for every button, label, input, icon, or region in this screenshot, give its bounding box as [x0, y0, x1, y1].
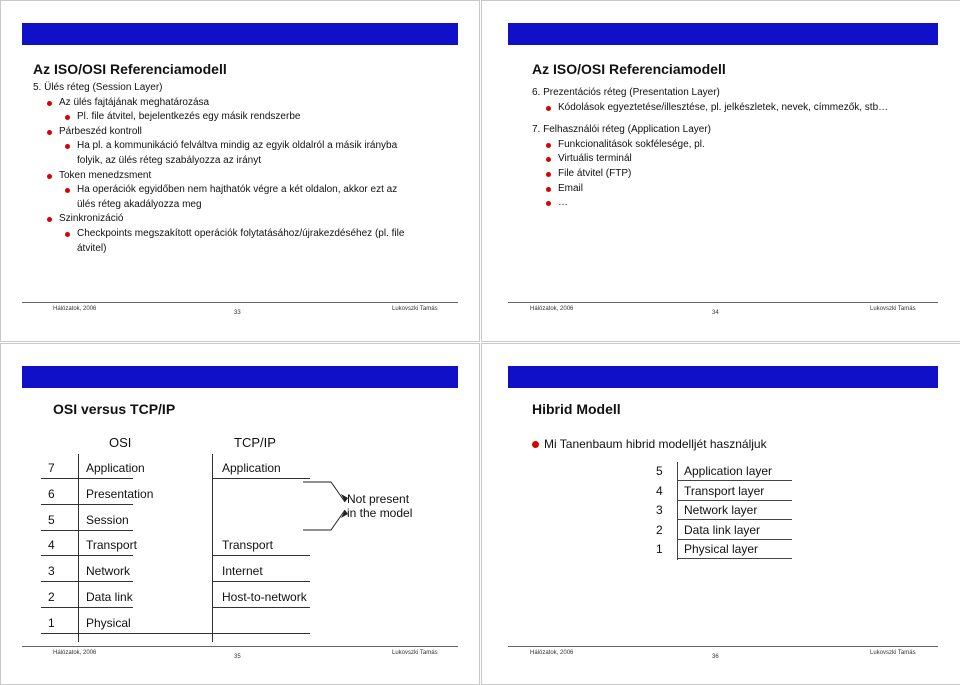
- page-number: 33: [234, 310, 241, 316]
- list-item-text: ülés réteg akadályozza meg: [77, 198, 202, 210]
- not-present-arrow: [301, 480, 351, 540]
- list-item-text: Virtuális terminál: [558, 153, 632, 165]
- row-divider: [212, 478, 310, 479]
- list-item: [33, 139, 453, 154]
- slide-34: [481, 0, 960, 342]
- hybrid-layer-number: 5: [656, 464, 663, 478]
- list-item: [532, 152, 942, 167]
- list-item-text: átvitel): [77, 242, 107, 254]
- list-item: [33, 227, 453, 242]
- list-item-text: Kódolások egyeztetése/illesztése, pl. jelkészletek, nevek, címmezők, stb…: [558, 101, 889, 113]
- list-item-text: Ha operációk egyidőben nem hajthatók végre a két oldalon, akkor ezt az: [77, 184, 398, 196]
- list-item: [33, 81, 453, 96]
- page-number: 35: [234, 654, 241, 660]
- slide-title: Az ISO/OSI Referenciamodell: [532, 61, 726, 77]
- slide-header-bar: [508, 23, 938, 45]
- column-divider: [677, 462, 678, 560]
- osi-layer-number: 3: [48, 564, 55, 579]
- list-item: [33, 154, 453, 169]
- bullet-icon: [546, 187, 551, 192]
- osi-layer-name: Network: [86, 564, 131, 579]
- list-item-text: Az ülés fajtájának meghatározása: [59, 96, 210, 108]
- list-item-text: folyik, az ülés réteg szabályozza az irányt: [77, 154, 261, 166]
- slide-33: [0, 0, 480, 342]
- list-item: [532, 182, 942, 197]
- list-item: [33, 169, 453, 184]
- slide-36: [481, 343, 960, 685]
- row-divider: [41, 504, 133, 505]
- not-present-line1: Not present: [347, 492, 410, 506]
- row-divider: [677, 500, 792, 501]
- osi-tcpip-diagram: [1, 344, 479, 684]
- bullet-icon: [546, 106, 551, 111]
- column-divider: [78, 454, 79, 642]
- footer-left: Hálózatok, 2006: [530, 306, 574, 312]
- slide-header-bar: [508, 366, 938, 388]
- bullet-icon: [546, 172, 551, 177]
- footer-divider: [22, 646, 458, 647]
- footer-right: Lukovszki Tamás: [392, 306, 438, 312]
- bullet-icon: [546, 157, 551, 162]
- page-number: 36: [712, 654, 719, 660]
- bullet-icon: [546, 201, 551, 206]
- row-divider: [41, 633, 133, 634]
- osi-layer-number: 4: [48, 538, 55, 553]
- tcpip-layer-name: Transport: [222, 538, 273, 553]
- hybrid-layer-number: 1: [656, 542, 663, 556]
- list-item-text: File átvitel (FTP): [558, 167, 632, 179]
- list-item: [33, 183, 453, 198]
- footer-left: Hálózatok, 2006: [530, 650, 574, 656]
- list-item-text: Ha pl. a kommunikáció felváltva mindig az egyik oldalról a másik irányba: [77, 140, 398, 152]
- hybrid-layer-number: 4: [656, 483, 663, 498]
- slide-title: Az ISO/OSI Referenciamodell: [33, 61, 227, 77]
- tcpip-layer-name: Host-to-network: [222, 590, 307, 604]
- row-divider: [41, 530, 133, 531]
- hybrid-bullet: [532, 437, 767, 451]
- hybrid-layer-name: Data link layer: [684, 522, 761, 537]
- osi-layer-number: 7: [48, 461, 55, 475]
- slide-content: [532, 86, 942, 211]
- row-divider: [41, 555, 133, 556]
- hybrid-layer-name: Physical layer: [684, 542, 759, 556]
- bullet-icon: [546, 143, 551, 148]
- row-divider: [133, 633, 212, 634]
- hybrid-layer-name: Application layer: [684, 464, 773, 478]
- row-divider: [212, 555, 310, 556]
- bullet-icon: [532, 441, 539, 448]
- row-divider: [212, 581, 310, 582]
- tcpip-layer-name: Application: [222, 461, 281, 475]
- list-item-text: Funkcionalitások sokfélesége, pl.: [558, 138, 705, 150]
- not-present-label: [347, 492, 412, 520]
- list-item-text: Szinkronizáció: [59, 213, 124, 225]
- bullet-icon: [65, 115, 70, 120]
- osi-layer-name: Transport: [86, 538, 137, 553]
- hybrid-bullet-text: Mi Tanenbaum hibrid modelljét használjuk: [544, 437, 767, 451]
- list-item: [532, 138, 942, 153]
- osi-layer-number: 2: [48, 590, 55, 604]
- osi-layer-name: Session: [86, 512, 129, 527]
- bullet-icon: [47, 217, 52, 222]
- list-item: [33, 212, 453, 227]
- hybrid-layer-number: 2: [656, 522, 663, 537]
- bullet-icon: [47, 101, 52, 106]
- row-divider: [41, 607, 133, 608]
- footer-divider: [508, 646, 938, 647]
- osi-layer-name: Presentation: [86, 486, 154, 501]
- row-divider: [677, 558, 792, 559]
- list-item: [33, 198, 453, 213]
- row-divider: [677, 519, 792, 520]
- list-item: [532, 196, 942, 211]
- row-divider: [212, 607, 310, 608]
- slide-content: [33, 81, 453, 256]
- hybrid-layer-name: Transport layer: [684, 483, 765, 498]
- osi-layer-number: 1: [48, 615, 55, 630]
- slide-35: [0, 343, 480, 685]
- row-divider: [677, 480, 792, 481]
- list-item-text: 7. Felhasználói réteg (Application Layer): [532, 124, 711, 136]
- slide-header-bar: [22, 23, 458, 45]
- list-item: [532, 115, 942, 123]
- not-present-line2: in the model: [347, 506, 413, 520]
- list-item: [33, 125, 453, 140]
- list-item: [532, 101, 942, 116]
- row-divider: [41, 478, 133, 479]
- hybrid-layer-number: 3: [656, 503, 663, 517]
- list-item: [33, 242, 453, 257]
- list-item-text: Email: [558, 182, 584, 194]
- list-item: [33, 96, 453, 111]
- list-item-text: Pl. file átvitel, bejelentkezés egy másik rendszerbe: [77, 111, 301, 123]
- bullet-icon: [47, 130, 52, 135]
- footer-left: Hálózatok, 2006: [53, 650, 97, 656]
- footer-right: Lukovszki Tamás: [870, 650, 916, 656]
- footer-right: Lukovszki Tamás: [870, 306, 916, 312]
- tcpip-layer-name: Internet: [222, 564, 263, 579]
- hybrid-layer-name: Network layer: [684, 503, 758, 517]
- slide-title: OSI versus TCP/IP: [53, 401, 176, 417]
- page-number: 34: [712, 310, 719, 316]
- osi-layer-name: Application: [86, 461, 145, 475]
- list-item: [532, 167, 942, 182]
- tcpip-column-header: TCP/IP: [234, 435, 276, 450]
- footer-divider: [508, 302, 938, 303]
- row-divider: [212, 633, 310, 634]
- slide-title: Hibrid Modell: [532, 401, 621, 417]
- osi-layer-name: Physical: [86, 615, 131, 630]
- footer-divider: [22, 302, 458, 303]
- row-divider: [41, 581, 133, 582]
- row-divider: [677, 539, 792, 540]
- list-item-text: 6. Prezentációs réteg (Presentation Layer): [532, 87, 720, 98]
- osi-column-header: OSI: [109, 435, 132, 450]
- bullet-icon: [65, 144, 70, 149]
- bullet-icon: [47, 174, 52, 179]
- list-item: [532, 123, 942, 138]
- footer-right: Lukovszki Tamás: [392, 650, 438, 656]
- list-item: [33, 110, 453, 125]
- bullet-icon: [65, 188, 70, 193]
- osi-layer-number: 5: [48, 512, 55, 527]
- list-item-text: 5. Ülés réteg (Session Layer): [33, 82, 163, 93]
- bullet-icon: [65, 232, 70, 237]
- column-divider: [212, 454, 213, 642]
- footer-left: Hálózatok, 2006: [53, 306, 97, 312]
- list-item-text: …: [558, 197, 568, 209]
- osi-layer-name: Data link: [86, 590, 133, 604]
- list-item-text: Token menedzsment: [59, 169, 152, 181]
- list-item-text: Checkpoints megszakított operációk folytatásához/újrakezdéséhez (pl. file: [77, 227, 405, 239]
- list-item: [532, 86, 942, 101]
- list-item-text: Párbeszéd kontroll: [59, 125, 142, 137]
- osi-layer-number: 6: [48, 486, 55, 501]
